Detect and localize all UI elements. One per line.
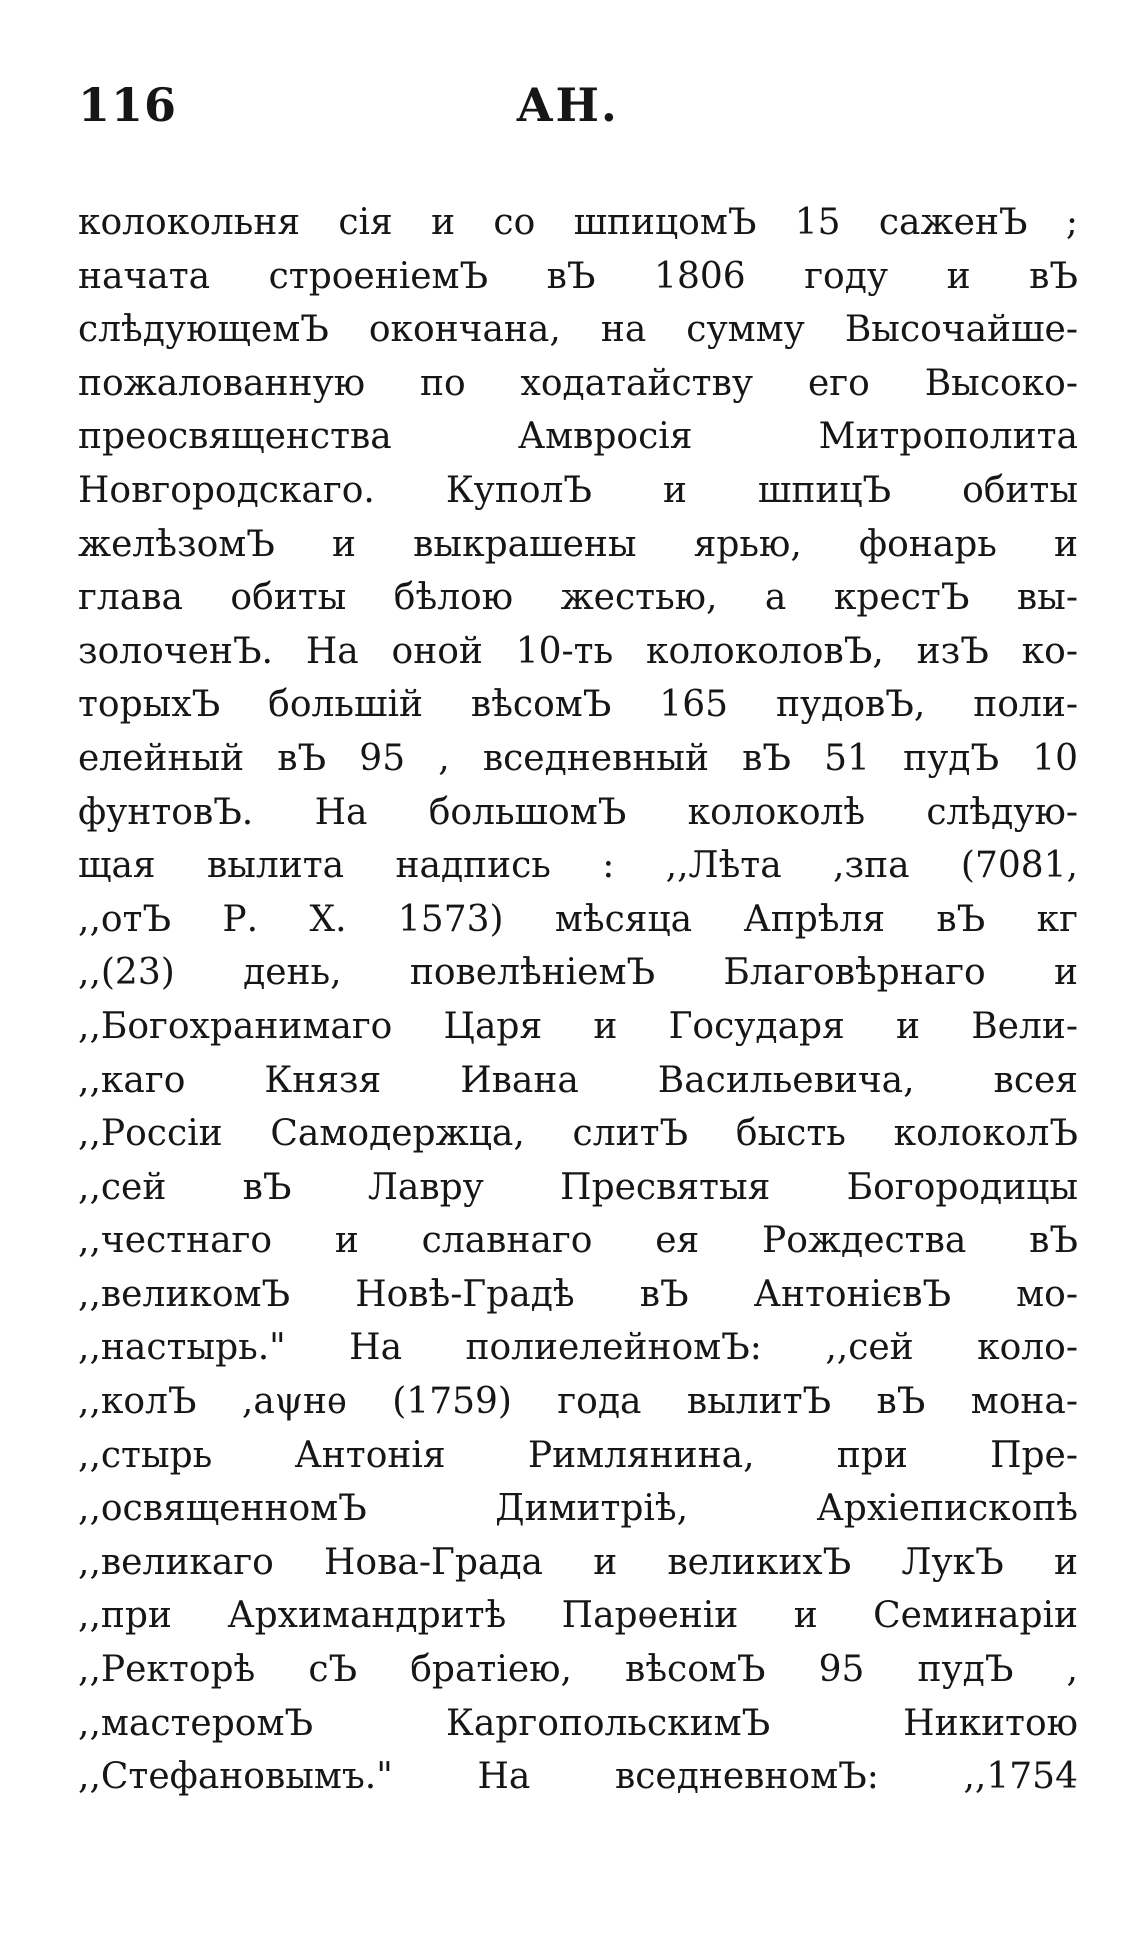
text-line: ,,(23) день, повелѣніемЪ Благовѣрнаго и	[78, 952, 1078, 994]
text-line: ,,мастеромЪ КаргопольскимЪ Никитою	[78, 1702, 1078, 1744]
text-line: глава обиты бѣлою жестью, а крестЪ вы-	[78, 577, 1078, 619]
text-line: ,,Стефановымъ." На вседневномЪ: ,,1754	[78, 1756, 1078, 1798]
page-header	[78, 78, 1068, 148]
text-line: пожалованную по ходатайству его Высоко-	[78, 362, 1078, 404]
text-line: ,,настырь." На полиелейномЪ: ,,сей коло-	[78, 1327, 1078, 1369]
running-head: АН.	[516, 78, 619, 132]
page-number: 116	[78, 78, 178, 132]
text-line: слѣдующемЪ окончана, на сумму Высочайше-	[78, 309, 1078, 351]
text-line: колокольня сія и со шпицомЪ 15 саженЪ ;	[78, 202, 1078, 243]
text-line: ,,Россіи Самодержца, слитЪ бысть колоколЪ	[78, 1113, 1078, 1155]
text-line: золоченЪ. На оной 10-ть колоколовЪ, изЪ ко-	[78, 630, 1078, 672]
text-line: ,,великаго Нова-Града и великихЪ ЛукЪ и	[78, 1541, 1078, 1583]
text-line: щая вылита надпись : ,,Лѣта ,зпа (7081,	[78, 845, 1078, 887]
text-line: ,,отЪ Р. Х. 1573) мѣсяца Апрѣля вЪ кг	[78, 898, 1078, 940]
text-line: ,,при Архимандритѣ Парѳеніи и Семинаріи	[78, 1595, 1078, 1637]
text-line: фунтовЪ. На большомЪ колоколѣ слѣдую-	[78, 791, 1078, 833]
text-line: преосвященства Амвросія Митрополита	[78, 416, 1078, 458]
text-line: ,,великомЪ Новѣ-Градѣ вЪ АнтонієвЪ мо-	[78, 1273, 1078, 1315]
text-line: ,,Ректорѣ сЪ братіею, вѣсомЪ 95 пудЪ ,	[78, 1649, 1078, 1691]
text-line: ,,колЪ ,аψнѳ (1759) года вылитЪ вЪ мона-	[78, 1381, 1078, 1423]
text-line: елейный вЪ 95 , вседневный вЪ 51 пудЪ 10	[78, 737, 1078, 779]
text-line: ,,сей вЪ Лавру Пресвятыя Богородицы	[78, 1166, 1078, 1208]
text-line: начата строеніемЪ вЪ 1806 году и вЪ	[78, 255, 1078, 297]
text-line: Новгородскаго. КуполЪ и шпицЪ обиты	[78, 469, 1078, 511]
text-line: ,,Богохранимаго Царя и Государя и Вели-	[78, 1005, 1078, 1047]
text-line: ,,каго Князя Ивана Васильевича, всея	[78, 1059, 1078, 1101]
body-text	[78, 196, 1078, 1804]
text-line: желѣзомЪ и выкрашены ярью, фонарь и	[78, 523, 1078, 565]
text-line: торыхЪ большій вѣсомЪ 165 пудовЪ, поли-	[78, 684, 1078, 726]
text-line: ,,стырь Антонія Римлянина, при Пре-	[78, 1434, 1078, 1476]
text-line: ,,честнаго и славнаго ея Рождества вЪ	[78, 1220, 1078, 1262]
text-line: ,,освященномЪ Димитріѣ, Архіепископѣ	[78, 1488, 1078, 1530]
